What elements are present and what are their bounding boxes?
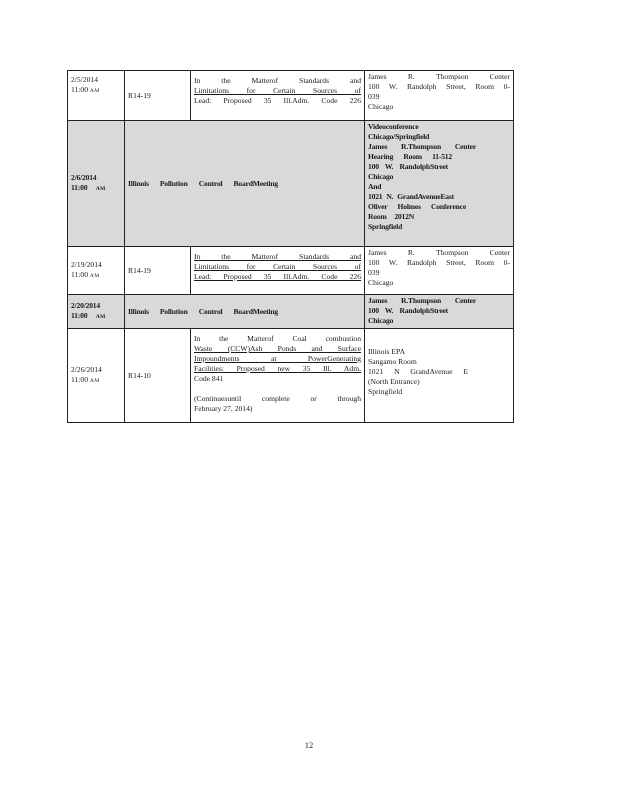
date-cell bbox=[68, 329, 125, 423]
matter-line: Lead: Proposed 35 Ill.Adm. Code 226 bbox=[194, 272, 361, 281]
date-cell bbox=[68, 247, 125, 295]
location-cell bbox=[365, 247, 514, 295]
location-line: (North Entrance) bbox=[368, 377, 420, 386]
location-line: Chicago bbox=[368, 102, 394, 111]
event-word: Illinois bbox=[128, 306, 149, 316]
location-line: James R.Thompson Center bbox=[368, 142, 476, 151]
matter-line: Facilities: Proposed new 35 Ill. Adm. bbox=[194, 364, 361, 373]
matter-line: Limitations for Certain Sources of bbox=[194, 262, 361, 271]
matter-line: In the Matterof Standards and bbox=[194, 252, 361, 261]
matter-note-line: (Continuesuntil complete or through bbox=[194, 394, 361, 403]
location-cell bbox=[365, 329, 514, 423]
location-line: 039 bbox=[368, 92, 380, 101]
schedule-row-board-meeting bbox=[68, 121, 514, 247]
location-line: 100 W. Randolph Street, Room 0- bbox=[368, 82, 510, 91]
date-cell bbox=[68, 121, 125, 247]
time: 11:00 bbox=[71, 311, 88, 320]
location-cell bbox=[365, 121, 514, 247]
matter-line: Lead: Proposed 35 Ill.Adm. Code 226 bbox=[194, 96, 361, 105]
location-line: Oliver Holmes Conference bbox=[368, 202, 466, 211]
date: 2/19/2014 bbox=[71, 260, 102, 269]
matter-line: Code 841 bbox=[194, 374, 224, 383]
location-line: 100 W. RandolphStreet bbox=[368, 162, 448, 171]
time: 11:00 bbox=[71, 375, 89, 384]
location-line: Room 2012N bbox=[368, 212, 414, 221]
location-cell bbox=[365, 295, 514, 329]
event-word: Illinois bbox=[128, 178, 149, 188]
am-pm: AM bbox=[95, 186, 106, 192]
time: 11:00 bbox=[71, 270, 89, 279]
location-line: Illinois EPA bbox=[368, 347, 406, 356]
date: 2/26/2014 bbox=[71, 365, 102, 374]
date: 2/20/2014 bbox=[71, 301, 100, 310]
am-pm: AM bbox=[89, 378, 100, 384]
location-line: James R. Thompson Center bbox=[368, 248, 510, 257]
location-line: Chicago bbox=[368, 316, 394, 325]
matter-line: In the Matterof Coal combustion bbox=[194, 334, 361, 343]
matter-note-line: February 27, 2014) bbox=[194, 404, 253, 413]
location-line: 100 W. RandolphStreet bbox=[368, 306, 448, 315]
page-number: 12 bbox=[304, 740, 314, 750]
event-word: Pollution bbox=[159, 178, 188, 188]
location-line: Chicago/Springfield bbox=[368, 132, 430, 141]
matter-cell bbox=[191, 71, 365, 121]
location-line: And bbox=[368, 182, 382, 191]
event-word: Control bbox=[198, 306, 223, 316]
event-word: BoardMeeting bbox=[233, 178, 278, 188]
location-line: 1021 N. GrandAvenueEast bbox=[368, 192, 454, 201]
location-line: Videoconference bbox=[368, 122, 419, 131]
location-line: Springfield bbox=[368, 387, 403, 396]
event-word: Control bbox=[198, 178, 223, 188]
schedule-row bbox=[68, 71, 514, 121]
am-pm: AM bbox=[89, 273, 100, 279]
hearing-schedule-table bbox=[67, 70, 514, 423]
location-line: Sangamo Room bbox=[368, 357, 417, 366]
matter-line: Limitations for Certain Sources of bbox=[194, 86, 361, 95]
location-line: 039 bbox=[368, 268, 380, 277]
location-line: Hearing Room 11-512 bbox=[368, 152, 452, 161]
location-line: 100 W. Randolph Street, Room 0- bbox=[368, 258, 510, 267]
location-line: Springfield bbox=[368, 222, 403, 231]
time: 11:00 bbox=[71, 183, 88, 192]
schedule-row bbox=[68, 329, 514, 423]
matter-cell bbox=[191, 329, 365, 423]
event-cell bbox=[125, 121, 365, 247]
schedule-row-board-meeting bbox=[68, 295, 514, 329]
location-line: 1021 N GrandAvenue E bbox=[368, 367, 468, 376]
date: 2/5/2014 bbox=[71, 75, 99, 84]
date: 2/6/2014 bbox=[71, 173, 97, 182]
location-line: James R.Thompson Center bbox=[368, 296, 476, 305]
event-cell bbox=[125, 295, 365, 329]
am-pm: AM bbox=[89, 88, 100, 94]
matter-line: In the Matterof Standards and bbox=[194, 76, 361, 85]
date-cell bbox=[68, 71, 125, 121]
time: 11:00 bbox=[71, 85, 89, 94]
am-pm: AM bbox=[95, 314, 106, 320]
location-line: Chicago bbox=[368, 278, 394, 287]
location-line: James R. Thompson Center bbox=[368, 72, 510, 81]
date-cell bbox=[68, 295, 125, 329]
case-number: R14-19 bbox=[125, 247, 191, 295]
matter-line: Impoundments at PowerGenerating bbox=[194, 354, 361, 363]
location-cell bbox=[365, 71, 514, 121]
case-number: R14-19 bbox=[125, 71, 191, 121]
location-line: Chicago bbox=[368, 172, 394, 181]
case-number: R14-10 bbox=[125, 329, 191, 423]
matter-line: Waste (CCW)Ash Ponds and Surface bbox=[194, 344, 361, 353]
event-word: Pollution bbox=[159, 306, 188, 316]
event-word: BoardMeeting bbox=[233, 306, 278, 316]
matter-cell bbox=[191, 247, 365, 295]
schedule-row bbox=[68, 247, 514, 295]
